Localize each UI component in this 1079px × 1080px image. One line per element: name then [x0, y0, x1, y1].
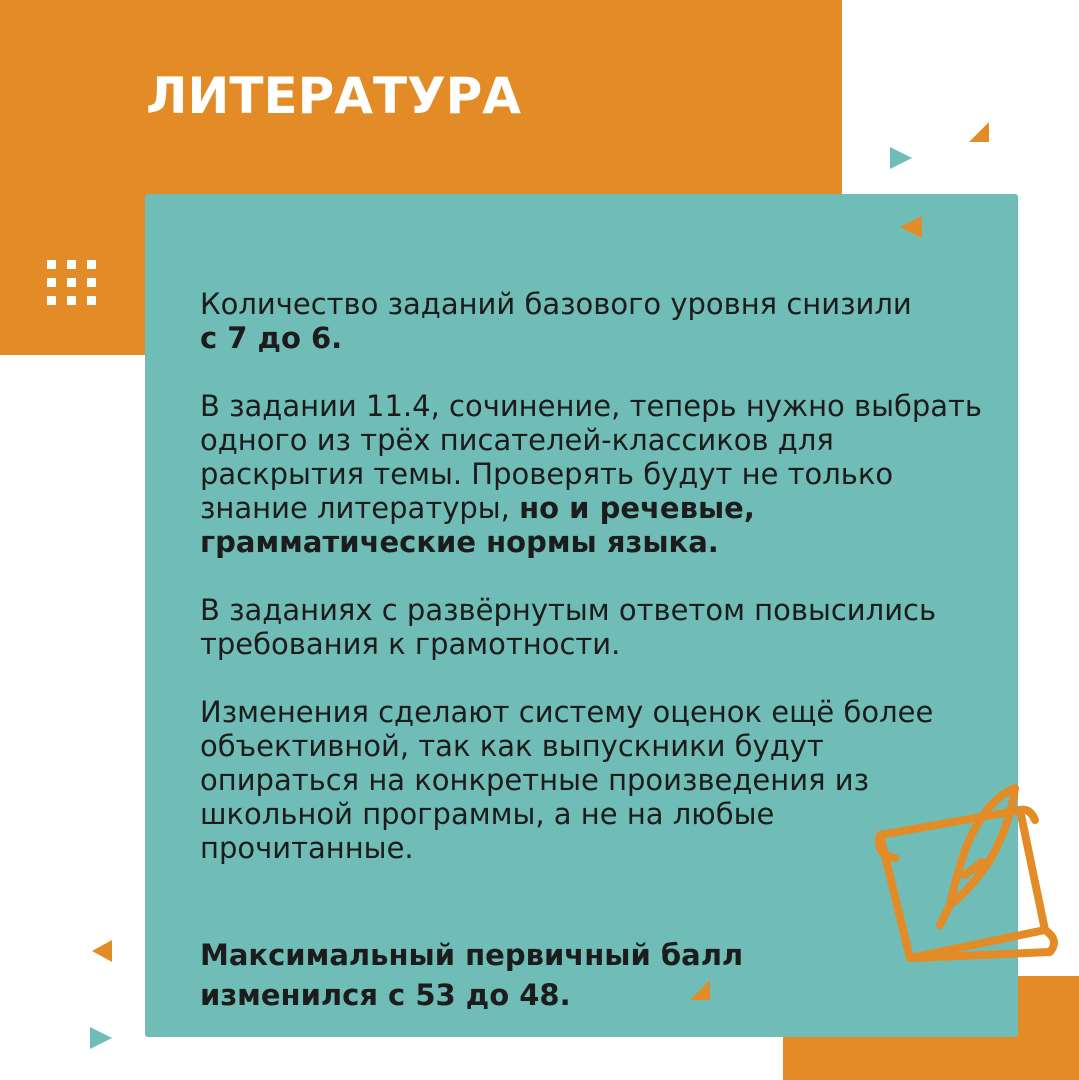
paragraph-tasks-count — [200, 287, 990, 355]
page-title: ЛИТЕРАТУРА — [146, 67, 521, 125]
paragraph-text: В задании 11.4, сочинение, теперь нужно выбрать одного из трёх писателей-классиков для раскрытия темы. Проверять будут не только знание литературы, — [200, 389, 983, 525]
dots-grid-icon — [47, 260, 97, 306]
paragraph-text: В заданиях с развёрнутым ответом повысились требования к грамотности. — [200, 593, 937, 661]
paragraph-highlight: с 7 до 6. — [200, 321, 343, 355]
paragraph-text: Количество заданий базового уровня снизили — [200, 287, 912, 321]
triangle-icon — [888, 145, 914, 171]
scroll-quill-icon — [870, 780, 1065, 965]
max-score-note: Максимальный первичный балл изменился с 53 до 48. — [200, 938, 744, 1012]
triangle-icon — [898, 214, 924, 240]
triangle-icon — [88, 938, 114, 964]
triangle-icon — [88, 1025, 114, 1051]
triangle-icon — [965, 120, 991, 146]
paragraph-requirements — [200, 593, 990, 661]
paragraph-highlight: но и речевые, грамматические нормы языка. — [200, 491, 755, 559]
paragraph-text: Изменения сделают систему оценок ещё более объективной, так как выпускники будут опираться на конкретные произведения из школьной программы, а не на любые прочитанные. — [200, 695, 934, 865]
paragraph-essay — [200, 389, 990, 559]
